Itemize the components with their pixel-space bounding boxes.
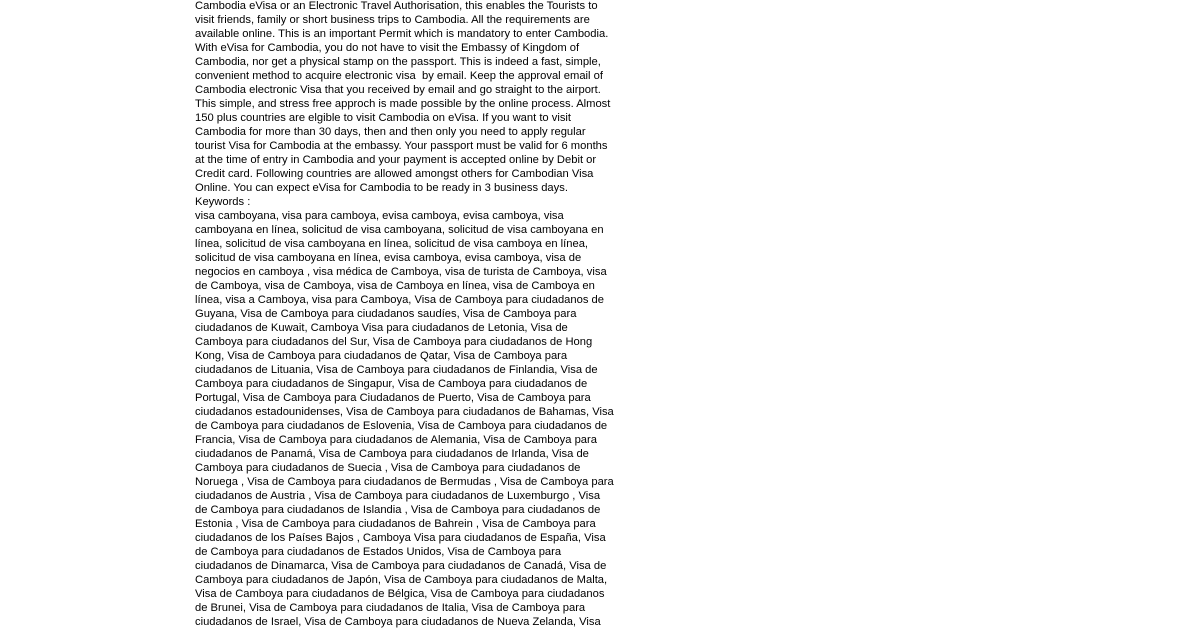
keyword-line: Camboya para ciudadanos de Singapur, Visa de Camboya para ciudadanos de [195,378,588,390]
keyword-line: Estonia , Visa de Camboya para ciudadanos de Bahrein , Visa de Camboya para [195,518,596,530]
keyword-line: negocios en camboya , visa médica de Camboya, visa de turista de Camboya, visa [195,266,607,278]
description-line: convenient method to acquire electronic visa by email. Keep the approval email of [195,70,603,82]
keyword-line: visa camboyana, visa para camboya, evisa camboya, evisa camboya, visa [195,210,564,222]
description-line: This simple, and stress free approch is made possible by the online process. Almost [195,98,611,110]
keyword-line: Camboya para ciudadanos de Suecia , Visa de Camboya para ciudadanos de [195,462,581,474]
keyword-line: Camboya para ciudadanos del Sur, Visa de Camboya para ciudadanos de Hong [195,336,593,348]
description-line: visit friends, family or short business trips to Cambodia. All the requirements are [195,14,590,26]
keyword-line: línea, visa a Camboya, visa para Camboya, Visa de Camboya para ciudadanos de [195,294,604,306]
keyword-line: ciudadanos de Austria , Visa de Camboya para ciudadanos de Luxemburgo , Visa [195,490,601,502]
keywords-heading: Keywords : [195,196,251,208]
keyword-line: camboyana en línea, solicitud de visa camboyana, solicitud de visa camboyana en [195,224,604,236]
keyword-line: Francia, Visa de Camboya para ciudadanos de Alemania, Visa de Camboya para [195,434,597,446]
keyword-line: línea, solicitud de visa camboyana en línea, solicitud de visa camboya en línea, [195,238,589,250]
description-line: Cambodia, nor get a physical stamp on the passport. This is indeed a fast, simple, [195,56,601,68]
keyword-line: de Camboya para ciudadanos de Estados Unidos, Visa de Camboya para [195,546,562,558]
keyword-line: ciudadanos de Dinamarca, Visa de Camboya para ciudadanos de Canadá, Visa de [195,560,607,572]
page-text-block [195,0,655,629]
keywords-list [195,209,655,629]
keyword-line: ciudadanos de Panamá, Visa de Camboya para ciudadanos de Irlanda, Visa de [195,448,589,460]
description-line: Credit card. Following countries are allowed amongst others for Cambodian Visa [195,168,594,180]
keyword-line: Kong, Visa de Camboya para ciudadanos de Qatar, Visa de Camboya para [195,350,568,362]
keyword-line: ciudadanos de Lituania, Visa de Camboya para ciudadanos de Finlandia, Visa de [195,364,598,376]
keyword-line: ciudadanos de Israel, Visa de Camboya para ciudadanos de Nueva Zelanda, Visa [195,616,601,628]
description-line: Cambodia eVisa or an Electronic Travel Authorisation, this enables the Tourists to [195,0,598,12]
description-line: tourist Visa for Cambodia at the embassy. Your passport must be valid for 6 months [195,140,608,152]
keyword-line: Visa de Camboya para ciudadanos de Bélgica, Visa de Camboya para ciudadanos [195,588,605,600]
keyword-line: ciudadanos de Kuwait, Camboya Visa para ciudadanos de Letonia, Visa de [195,322,568,334]
keyword-line: ciudadanos de los Países Bajos , Camboya Visa para ciudadanos de España, Visa [195,532,606,544]
keyword-line: Guyana, Visa de Camboya para ciudadanos saudíes, Visa de Camboya para [195,308,577,320]
keyword-line: Camboya para ciudadanos de Japón, Visa de Camboya para ciudadanos de Malta, [195,574,608,586]
description-line: Online. You can expect eVisa for Cambodia to be ready in 3 business days. [195,182,568,194]
description-line: Cambodia electronic Visa that you received by email and go straight to the airport. [195,84,601,96]
description-line: available online. This is an important Permit which is mandatory to enter Cambodia. [195,28,609,40]
keyword-line: de Brunei, Visa de Camboya para ciudadanos de Italia, Visa de Camboya para [195,602,586,614]
description-line: at the time of entry in Cambodia and your payment is accepted online by Debit or [195,154,597,166]
description-line: Cambodia for more than 30 days, then and then only you need to apply regular [195,126,586,138]
keyword-line: solicitud de visa camboyana en línea, evisa camboya, evisa camboya, visa de [195,252,582,264]
description-line: With eVisa for Cambodia, you do not have to visit the Embassy of Kingdom of [195,42,580,54]
keyword-line: de Camboya para ciudadanos de Islandia , Visa de Camboya para ciudadanos de [195,504,601,516]
keyword-line: de Camboya para ciudadanos de Eslovenia, Visa de Camboya para ciudadanos de [195,420,608,432]
description-paragraph [195,0,655,195]
keyword-line: de Camboya, visa de Camboya, visa de Camboya en línea, visa de Camboya en [195,280,595,292]
description-line: 150 plus countries are elgible to visit Cambodia on eVisa. If you want to visit [195,112,572,124]
keyword-line: Noruega , Visa de Camboya para ciudadanos de Bermudas , Visa de Camboya para [195,476,614,488]
keyword-line: ciudadanos estadounidenses, Visa de Camboya para ciudadanos de Bahamas, Visa [195,406,614,418]
keyword-line: Portugal, Visa de Camboya para Ciudadanos de Puerto, Visa de Camboya para [195,392,591,404]
